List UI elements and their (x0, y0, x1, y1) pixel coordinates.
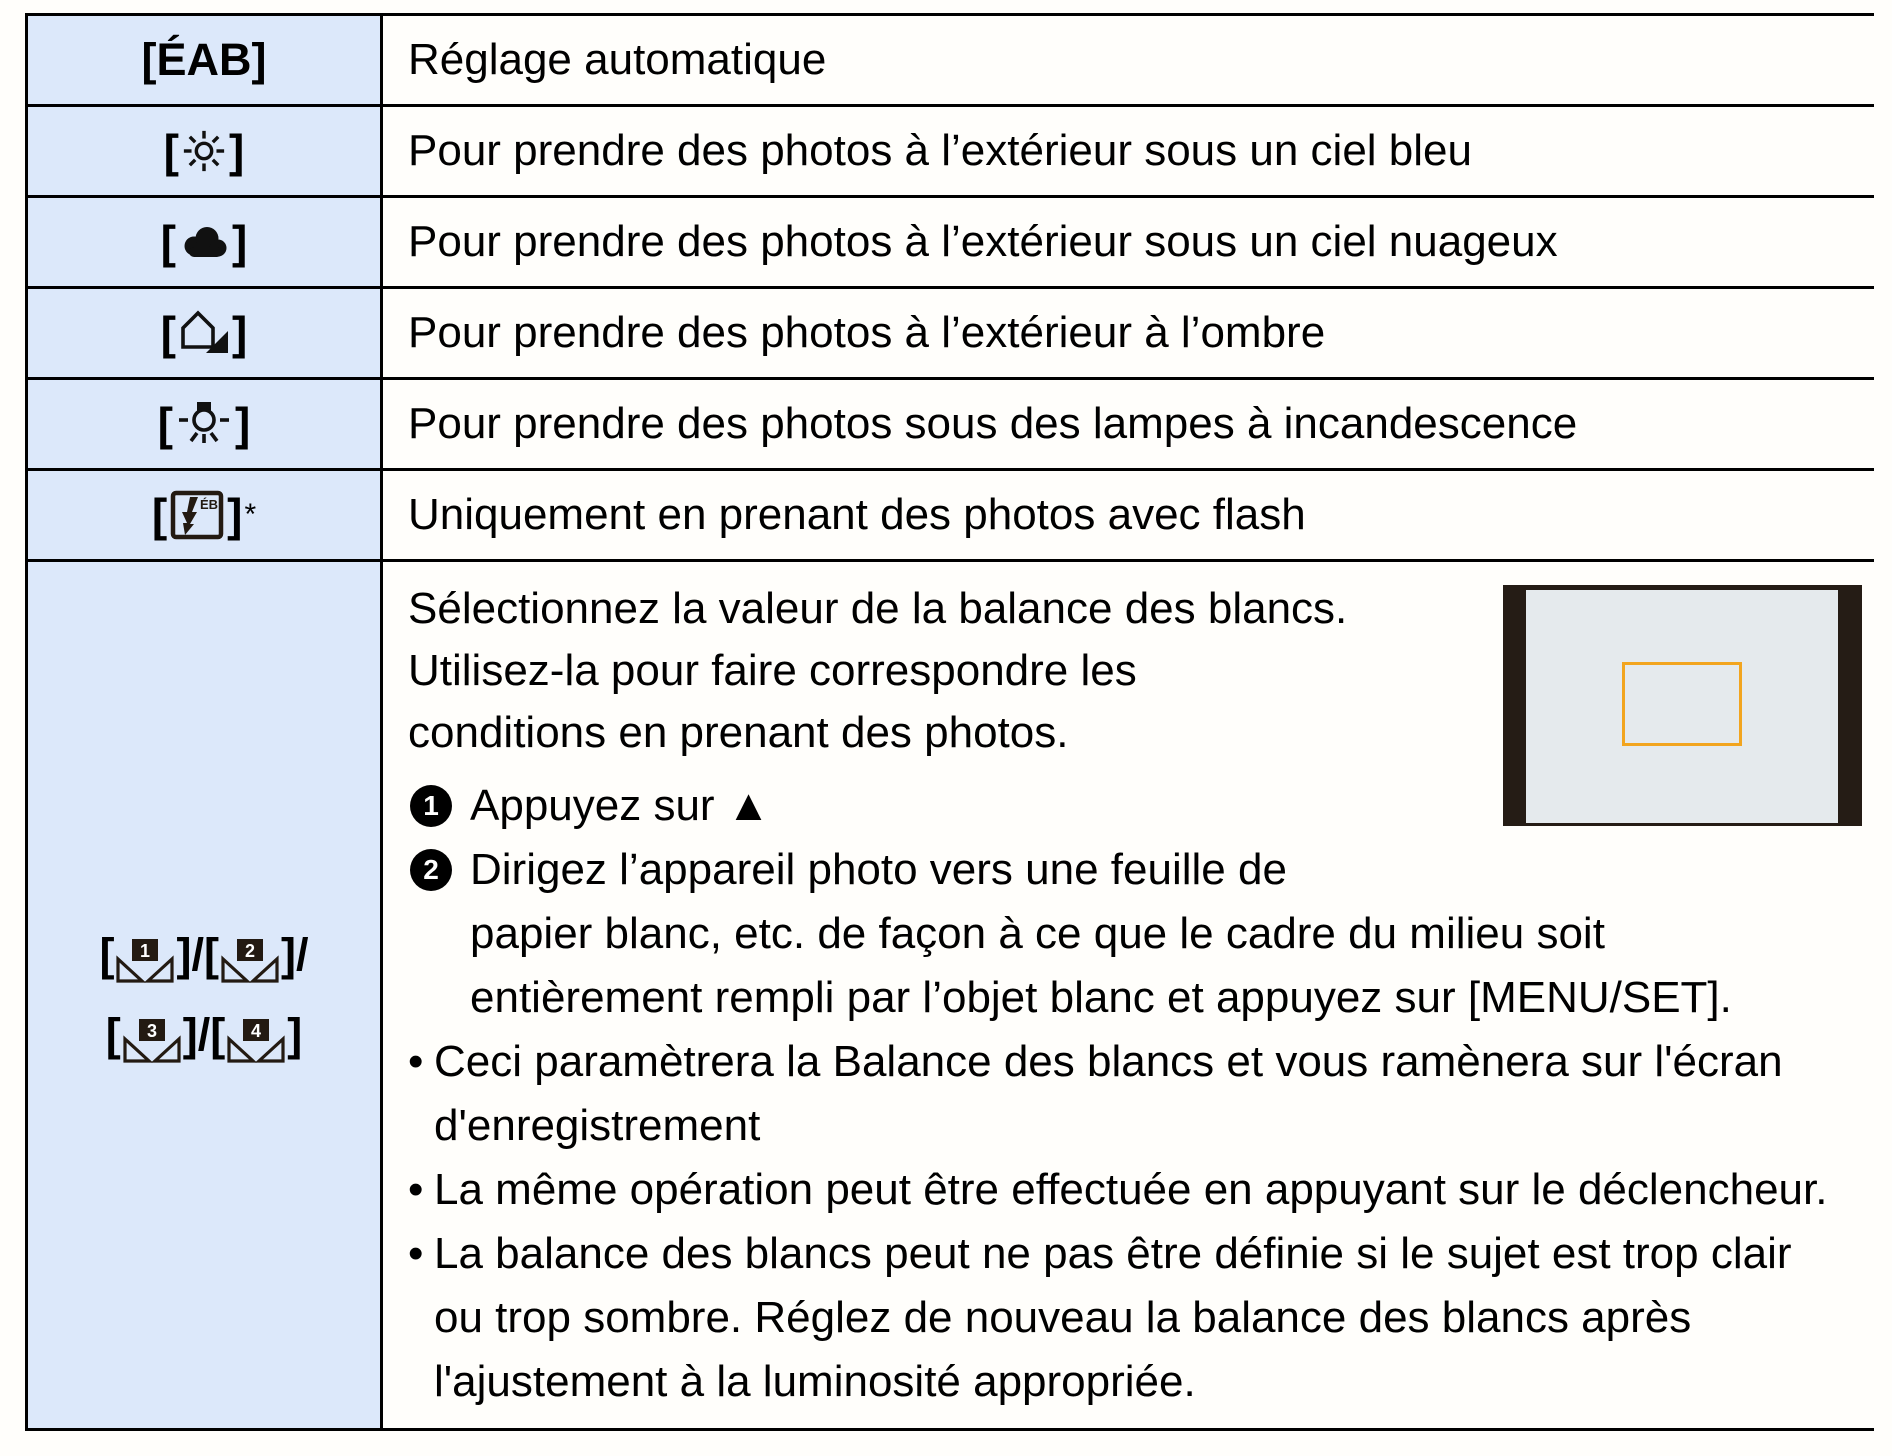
white-balance-capture-frame (1622, 662, 1742, 746)
table-row (28, 16, 1874, 107)
wb-auto-label: [ÉAB] (141, 34, 267, 85)
white-balance-table (25, 13, 1874, 1431)
note-item: • Ceci paramètrera la Balance des blancs et vous ramènera sur l'écran d'enregistrement (408, 1037, 1783, 1150)
wb-cloudy-label-cell: [ ] (28, 198, 383, 286)
flash-eb-label: ÉB (200, 497, 219, 512)
camera-screen-display (1526, 590, 1838, 823)
table-row (28, 562, 1874, 1428)
step-2-number: 2 (410, 849, 452, 891)
wb-daylight-desc: Pour prendre des photos à l’extérieur sous un ciel bleu (408, 126, 1472, 175)
svg-text:4: 4 (251, 1021, 262, 1041)
flash-white-balance-icon (169, 487, 225, 543)
svg-text:2: 2 (244, 941, 256, 961)
shade-icon (178, 309, 230, 357)
wb-cloudy-desc: Pour prendre des photos à l’extérieur sous un ciel nuageux (408, 217, 1558, 266)
table-row (28, 198, 1874, 289)
notes-list (408, 1030, 1874, 1414)
camera-screen-figure (1503, 585, 1862, 826)
white-set-4-icon (226, 1017, 286, 1065)
wb-incandescent-desc: Pour prendre des photos sous des lampes à incandescence (408, 399, 1578, 448)
wb-auto-label-cell (28, 16, 383, 104)
table-row (28, 289, 1874, 380)
wb-flash-desc: Uniquement en prenant des photos avec flash (408, 490, 1306, 539)
cloud-icon (178, 224, 230, 260)
white-set-1-icon (115, 937, 175, 985)
wb-incandescent-label-cell: [ ] (28, 380, 383, 468)
wb-shade-label-cell: [ ] (28, 289, 383, 377)
wb-auto-desc: Réglage automatique (408, 35, 827, 84)
sun-icon (181, 128, 227, 174)
white-set-2-icon (220, 937, 280, 985)
table-row (28, 107, 1874, 198)
wb-shade-desc: Pour prendre des photos à l’extérieur à l’ombre (408, 308, 1326, 357)
intro-paragraph: Sélectionnez la valeur de la balance des blancs. Utilisez-la pour faire correspondre les conditions en prenant des photos. (408, 584, 1348, 757)
table-row (28, 471, 1874, 562)
white-set-label: [ 1 ] / [ 2 ] / [ 3 ] / [ 4 ] (99, 915, 308, 1075)
note-item: • La balance des blancs peut ne pas être définie si le sujet est trop clair ou trop sombre. Réglez de nouveau la balance des blancs après l'ajustement à la luminosité appropriée. (408, 1229, 1792, 1406)
step-2: 2 Dirigez l’appareil photo vers une feuille de papier blanc, etc. de façon à ce que le cadre du milieu soit entièrement rempli par l’objet blanc et appuyez sur [MENU/SET]. (408, 838, 1874, 1030)
svg-text:1: 1 (140, 941, 151, 961)
white-set-3-icon (122, 1017, 182, 1065)
wb-flash-label-cell: [ ÉB ] * (28, 471, 383, 559)
table-row (28, 380, 1874, 471)
asterisk-note: * (244, 498, 257, 531)
step-1: 1 Appuyez sur ▲ (408, 774, 1874, 838)
wb-white-set-detail (383, 562, 1874, 1428)
wb-daylight-label-cell: [ ] (28, 107, 383, 195)
incandescent-icon (175, 399, 233, 449)
svg-text:3: 3 (146, 1021, 157, 1041)
note-item: • La même opération peut être effectuée en appuyant sur le déclencheur. (408, 1165, 1828, 1214)
step-1-number: 1 (410, 785, 452, 827)
wb-white-set-label-cell (28, 562, 383, 1428)
